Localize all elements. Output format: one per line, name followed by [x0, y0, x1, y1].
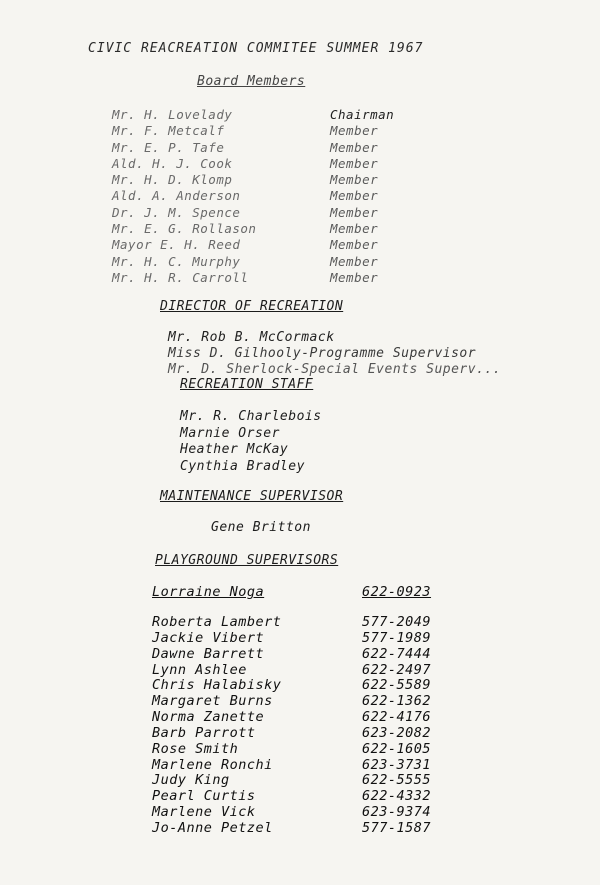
director-heading: DIRECTOR OF RECREATION: [160, 299, 344, 314]
director-list: [168, 330, 501, 378]
board-member-row: [112, 107, 394, 123]
board-member-name: Mr. H. D. Klomp: [112, 172, 233, 188]
staff-member: Heather McKay: [180, 442, 289, 457]
board-member-row: [112, 156, 394, 172]
board-member-name: Mr. E. P. Tafe: [112, 139, 225, 155]
supervisor-row: [152, 821, 431, 837]
supervisor-row: [152, 805, 431, 821]
board-member-row: [112, 140, 394, 156]
lead-supervisor-row: [152, 584, 431, 600]
board-member-role: Member: [330, 139, 379, 155]
board-member-name: Mr. H. C. Murphy: [112, 253, 241, 269]
supervisor-name: Lynn Ashlee: [152, 661, 247, 678]
board-member-role: Chairman: [330, 107, 395, 122]
staff-member: Marnie Orser: [180, 425, 280, 441]
board-member-role: Member: [330, 253, 379, 269]
director-line: Mr. Rob B. McCormack: [168, 330, 335, 345]
supervisor-phone: 577-1587: [362, 819, 432, 836]
board-member-role: Member: [330, 221, 379, 237]
supervisor-name: Dawne Barrett: [152, 645, 265, 662]
staff-member: Cynthia Bradley: [180, 458, 305, 474]
supervisor-row: [152, 647, 431, 663]
supervisor-row: [152, 789, 431, 805]
director-line: Miss D. Gilhooly-Programme Supervisor: [168, 346, 477, 361]
staff-member: Mr. R. Charlebois: [180, 409, 322, 424]
supervisor-phone: 623-2082: [362, 724, 432, 741]
playground-supervisors-heading: PLAYGROUND SUPERVISORS: [155, 553, 339, 568]
supervisor-name: Jo-Anne Petzel: [152, 819, 273, 836]
lead-supervisor-phone: 622-0923: [362, 584, 432, 600]
document-title: CIVIC REACREATION COMMITEE SUMMER 1967: [88, 41, 424, 56]
supervisor-row: [152, 742, 431, 758]
board-member-name: Mr. F. Metcalf: [112, 123, 225, 139]
board-member-row: [112, 237, 394, 253]
supervisor-row: [152, 758, 431, 774]
board-member-row: [112, 188, 394, 204]
supervisor-row: [152, 726, 431, 742]
board-members-heading: Board Members: [197, 74, 306, 89]
supervisor-phone: 622-1605: [362, 740, 432, 757]
supervisor-name: Rose Smith: [152, 740, 239, 757]
recreation-staff-heading: RECREATION STAFF: [180, 377, 314, 392]
board-member-row: [112, 123, 394, 139]
board-member-name: Mr. H. Lovelady: [112, 107, 233, 122]
supervisor-phone: 622-4176: [362, 709, 432, 726]
board-member-role: Member: [330, 269, 379, 285]
director-line: Mr. D. Sherlock-Special Events Superv...: [168, 362, 502, 377]
supervisor-name: Roberta Lambert: [152, 614, 282, 630]
supervisor-name: Jackie Vibert: [152, 629, 265, 646]
playground-supervisors-list: [152, 615, 431, 837]
supervisor-phone: 577-1989: [362, 629, 432, 646]
lead-supervisor-name: Lorraine Noga: [152, 584, 265, 600]
supervisor-name: Pearl Curtis: [152, 788, 256, 805]
board-member-row: [112, 221, 394, 237]
supervisor-row: [152, 678, 431, 694]
supervisor-name: Margaret Burns: [152, 693, 273, 710]
supervisor-phone: 622-1362: [362, 693, 432, 710]
board-member-name: Dr. J. M. Spence: [112, 204, 241, 220]
supervisor-name: Marlene Vick: [152, 804, 256, 821]
supervisor-name: Marlene Ronchi: [152, 756, 273, 773]
board-member-name: Ald. H. J. Cook: [112, 155, 233, 171]
supervisor-phone: 622-5555: [362, 772, 432, 789]
supervisor-phone: 623-9374: [362, 804, 432, 821]
maintenance-supervisor-name: Gene Britton: [211, 520, 311, 535]
board-members-list: [112, 107, 394, 286]
board-member-row: [112, 254, 394, 270]
supervisor-row: [152, 663, 431, 679]
board-member-name: Ald. A. Anderson: [112, 188, 241, 204]
board-member-row: [112, 172, 394, 188]
board-member-row: [112, 205, 394, 221]
board-member-row: [112, 270, 394, 286]
supervisor-row: [152, 615, 431, 631]
supervisor-name: Norma Zanette: [152, 709, 265, 726]
supervisor-phone: 577-2049: [362, 614, 432, 630]
board-member-role: Member: [330, 123, 379, 139]
supervisor-row: [152, 710, 431, 726]
board-member-name: Mr. H. R. Carroll: [112, 269, 249, 285]
recreation-staff-list: [180, 409, 322, 475]
board-member-role: Member: [330, 237, 379, 253]
supervisor-phone: 623-3731: [362, 756, 432, 773]
board-member-role: Member: [330, 172, 379, 188]
maintenance-supervisor-heading: MAINTENANCE SUPERVISOR: [160, 489, 344, 504]
supervisor-name: Chris Halabisky: [152, 677, 282, 694]
supervisor-row: [152, 631, 431, 647]
supervisor-name: Judy King: [152, 772, 230, 789]
supervisor-row: [152, 694, 431, 710]
board-member-name: Mr. E. G. Rollason: [112, 221, 257, 237]
supervisor-phone: 622-5589: [362, 677, 432, 694]
supervisor-name: Barb Parrott: [152, 724, 256, 741]
board-member-name: Mayor E. H. Reed: [112, 237, 241, 253]
board-member-role: Member: [330, 155, 379, 171]
supervisor-phone: 622-7444: [362, 645, 432, 662]
board-member-role: Member: [330, 204, 379, 220]
supervisor-phone: 622-4332: [362, 788, 432, 805]
supervisor-row: [152, 773, 431, 789]
supervisor-phone: 622-2497: [362, 661, 432, 678]
board-member-role: Member: [330, 188, 379, 204]
